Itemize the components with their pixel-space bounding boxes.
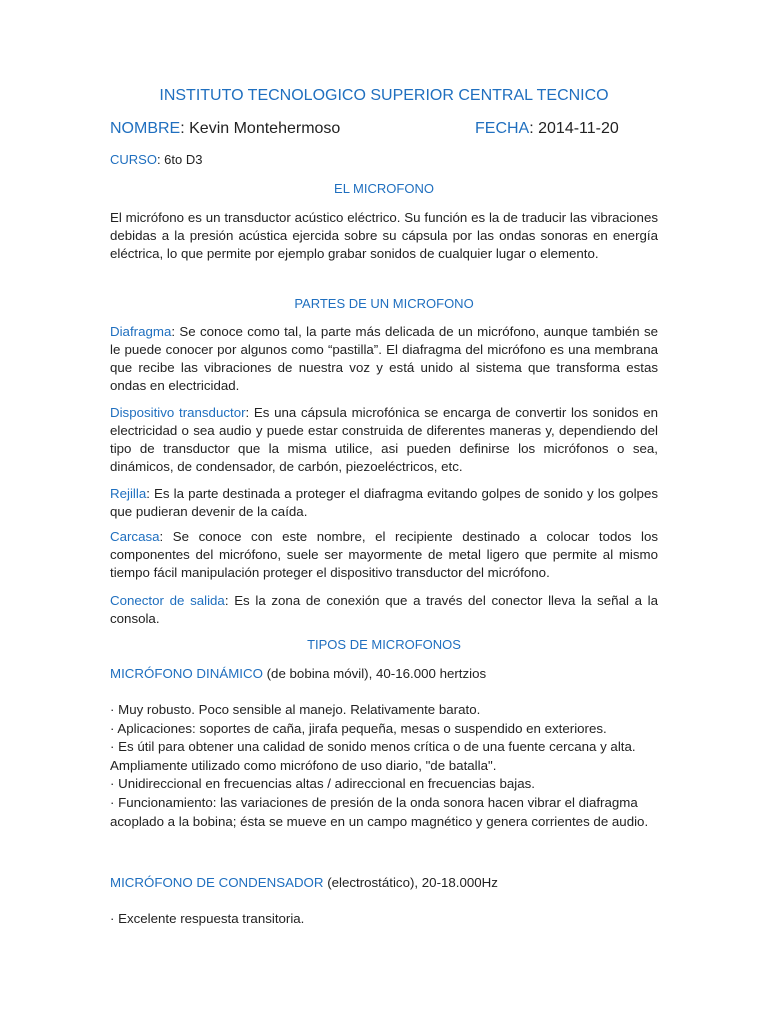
intro-paragraph: El micrófono es un transductor acústico eléctrico. Su función es la de traducir las vibraciones debidas a la presión acústica ejercida sobre su cápsula por las ondas sonoras en energía eléctrica, lo que permite por ejemplo grabar sonidos de cualquier lugar o elemento. [110,210,658,261]
course-label: CURSO [110,152,157,167]
part-dispositivo-transductor [110,404,658,476]
list-item: · Unidireccional en frecuencias altas / adireccional en frecuencias bajas. [110,776,535,792]
part-text: : Se conoce con este nombre, el recipiente destinado a colocar todos los componentes del micrófono, suele ser mayormente de metal ligero que permite al mismo tiempo fácil manipulación proteger el dispositivo transductor del micrófono. [110,529,658,580]
dynamic-mic-detail: (de bobina móvil), 40-16.000 hertzios [262,666,487,681]
list-item: · Excelente respuesta transitoria. [110,911,305,926]
part-text: : Es la zona de conexión que a través del conector lleva la señal a la consola. [110,593,659,626]
part-text: : Se conoce como tal, la parte más delicada de un micrófono, aunque también se le puede conocer por algunos como “pastilla”. El diafragma del micrófono es una membrana que recibe las vibraciones de nuestra voz y está unido al sistema que transforma estas ondas en electricidad. [110,324,658,393]
part-carcasa [110,528,658,582]
parts-title: PARTES DE UN MICROFONO [294,296,474,311]
part-conector-de-salida [110,592,658,628]
condenser-mic-heading [110,874,658,892]
part-term: Carcasa [110,529,160,544]
course-row [110,152,202,167]
condenser-mic-name: MICRÓFONO DE CONDENSADOR [110,875,324,890]
part-text: : Es la parte destinada a proteger el diafragma evitando golpes de sonido y los golpes que pudieran devenir de la caída. [110,486,658,519]
condenser-mic-detail: (electrostático), 20-18.000Hz [323,875,498,890]
list-item: · Aplicaciones: soportes de caña, jirafa pequeña, mesas o suspendido en exteriores. [110,720,607,736]
condenser-mic-bullets [110,910,658,929]
list-item: · Funcionamiento: las variaciones de presión de la onda sonora hacen vibrar el diafragma acoplado a la bobina; ésta se mueve en un campo magnético y genera corrientes de audio. [110,794,649,829]
part-term: Conector de salida [110,593,225,608]
part-term: Diafragma [110,324,172,339]
dynamic-mic-bullets [110,701,658,831]
dynamic-mic-heading [110,665,658,683]
dynamic-mic-name: MICRÓFONO DINÁMICO [110,666,263,681]
institute-title: INSTITUTO TECNOLOGICO SUPERIOR CENTRAL TECNICO [159,87,609,104]
name-label: NOMBRE [110,120,181,137]
course-value: : 6to D3 [156,152,203,167]
part-diafragma [110,323,658,395]
part-text: : Es una cápsula microfónica se encarga de convertir los sonidos en electricidad o sea audio y puede estar construida de diferentes maneras y, dependiendo del tipo de transductor que la misma utilice, asi pueden definirse los micrófonos o sea, dinámicos, de condensador, de carbón, piezoeléctricos, etc. [110,405,658,474]
types-title: TIPOS DE MICROFONOS [307,637,461,652]
part-term: Dispositivo transductor [110,405,246,420]
name-row [110,120,340,138]
list-item: · Es útil para obtener una calidad de sonido menos crítica o de una fuente cercana y alta. Ampliamente utilizado como micrófono de uso diario, "de batalla". [110,739,636,773]
list-item: · Muy robusto. Poco sensible al manejo. Relativamente barato. [110,702,481,717]
part-term: Rejilla [110,486,147,501]
date-row [475,120,619,138]
date-label: FECHA [475,120,530,137]
part-rejilla [110,485,658,521]
name-value: : Kevin Montehermoso [180,120,341,137]
date-value: : 2014-11-20 [529,120,619,137]
section-title: EL MICROFONO [334,181,434,196]
